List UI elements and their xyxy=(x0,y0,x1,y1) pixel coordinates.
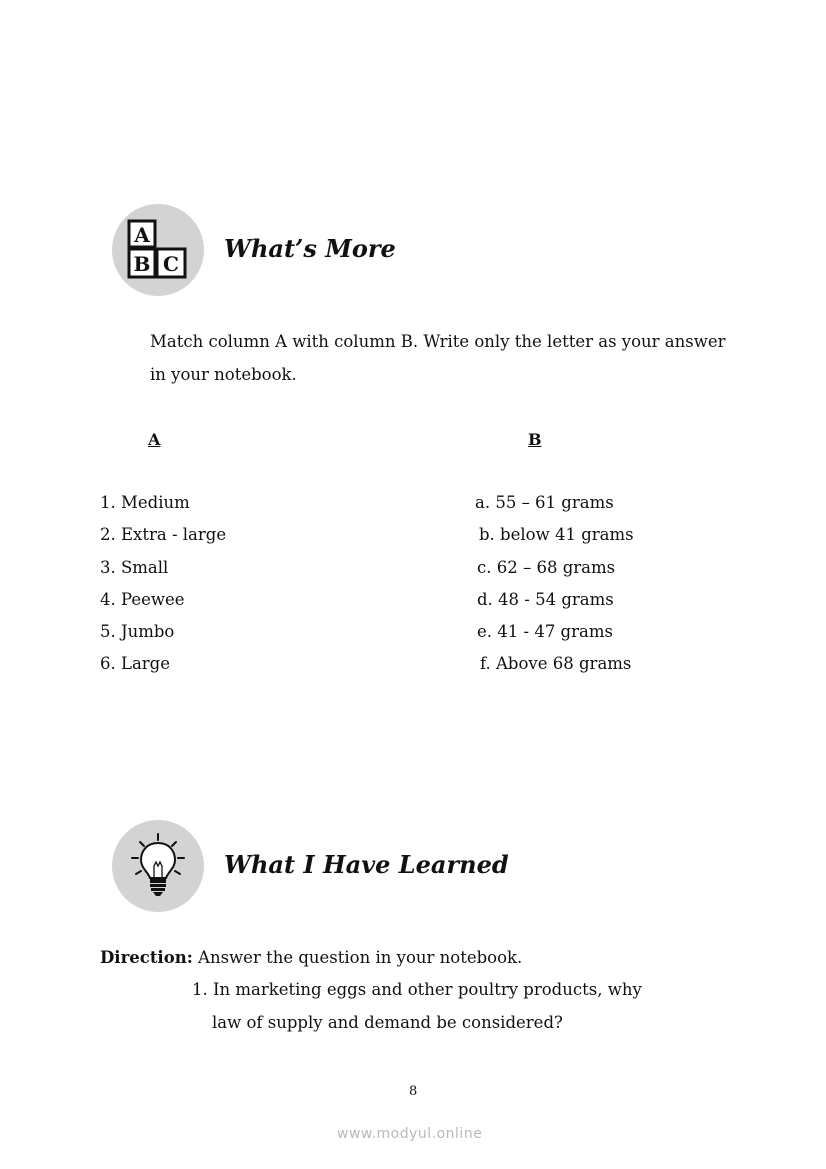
column-a-list xyxy=(100,493,226,687)
list-item: 4. Peewee xyxy=(100,589,185,609)
column-a-header: A xyxy=(148,430,161,449)
list-item: 5. Jumbo xyxy=(100,622,175,642)
list-item: 6. Large xyxy=(100,654,170,674)
list-item: 2. Extra - large xyxy=(100,525,227,545)
list-item: a. 55 – 61 grams xyxy=(475,493,614,512)
direction-label: Direction: xyxy=(100,948,193,967)
list-item: f. Above 68 grams xyxy=(480,654,632,674)
question-line-2: law of supply and demand be considered? xyxy=(212,1013,563,1032)
instruction-line-1: Match column A with column B. Write only the letter as your answer xyxy=(150,332,726,351)
list-item: b. below 41 grams xyxy=(479,525,634,545)
question-line-1: 1. In marketing eggs and other poultry products, why xyxy=(192,980,642,999)
abc-blocks-icon xyxy=(112,204,204,296)
page-number: 8 xyxy=(409,1084,418,1099)
direction-line xyxy=(100,948,522,968)
list-item: c. 62 – 68 grams xyxy=(477,557,616,577)
list-item: d. 48 - 54 grams xyxy=(477,589,614,609)
column-b-list xyxy=(475,493,634,687)
block-letter-c: C xyxy=(163,252,179,276)
list-item: 3. Small xyxy=(100,557,169,577)
instruction-line-2: in your notebook. xyxy=(150,365,297,384)
block-letter-b: B xyxy=(133,252,151,276)
light-bulb-icon xyxy=(112,820,204,912)
list-item: 1. Medium xyxy=(100,493,190,512)
watermark: www.modyul.online xyxy=(337,1126,483,1142)
direction-text: Answer the question in your notebook. xyxy=(192,948,523,967)
section-title-whats-more: What’s More xyxy=(224,234,396,263)
list-item: e. 41 - 47 grams xyxy=(477,622,613,642)
block-letter-a: A xyxy=(134,223,150,247)
column-b-header: B xyxy=(528,430,542,449)
section-title-what-i-have-learned: What I Have Learned xyxy=(224,850,509,879)
